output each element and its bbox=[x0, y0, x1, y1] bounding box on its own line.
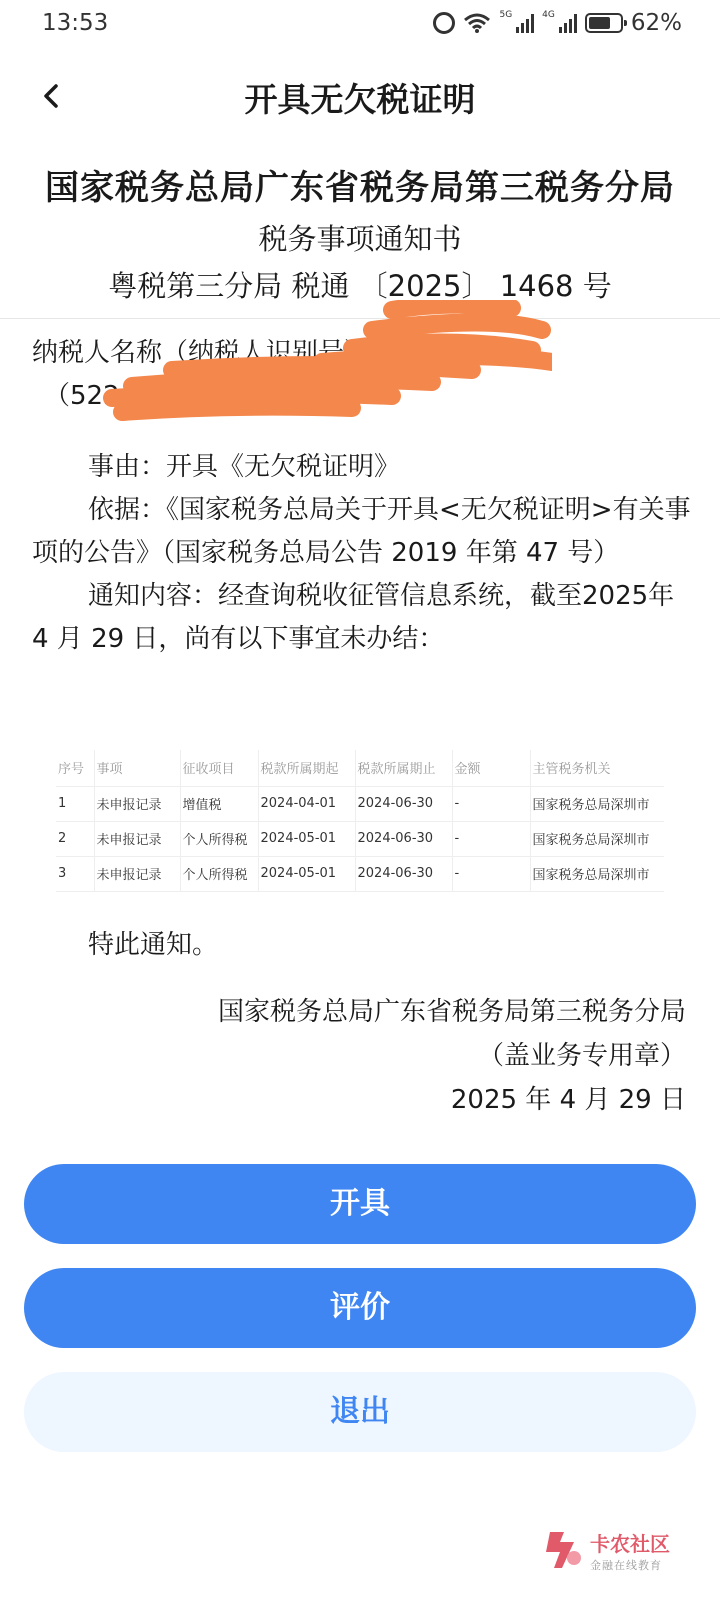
table-cell: 2024-04-01 bbox=[258, 786, 355, 821]
taxpayer-label: 纳税人名称（纳税人识别号）： bbox=[32, 338, 384, 368]
table-cell: - bbox=[452, 786, 530, 821]
table-cell: 国家税务总局深圳市 bbox=[530, 856, 664, 891]
table-header: 金额 bbox=[452, 750, 530, 786]
table-cell: 未申报记录 bbox=[94, 821, 180, 856]
table-cell: 未申报记录 bbox=[94, 786, 180, 821]
table-cell: 个人所得税 bbox=[180, 856, 258, 891]
battery-percent: 62% bbox=[630, 10, 682, 36]
table-cell: 国家税务总局深圳市 bbox=[530, 786, 664, 821]
document-number: 粤税第三分局 税通 〔2025〕 1468 号 bbox=[108, 269, 612, 303]
network-5g-label: 5G bbox=[499, 9, 513, 20]
table-header: 序号 bbox=[56, 750, 94, 786]
watermark bbox=[540, 1524, 700, 1584]
table-header: 税款所属期止 bbox=[355, 750, 452, 786]
pending-items-table bbox=[56, 750, 664, 892]
table-cell: 1 bbox=[56, 786, 94, 821]
status-icons bbox=[433, 10, 682, 36]
taxpayer-id-prefix: （522 bbox=[44, 381, 120, 411]
table-cell: 国家税务总局深圳市 bbox=[530, 821, 664, 856]
table-header: 征收项目 bbox=[180, 750, 258, 786]
alarm-icon bbox=[433, 12, 455, 34]
network-4g-label: 4G bbox=[542, 9, 555, 20]
table-cell: - bbox=[452, 821, 530, 856]
table-row bbox=[56, 786, 664, 821]
page-title: 开具无欠税证明 bbox=[244, 80, 476, 119]
redaction-scribble bbox=[72, 300, 552, 430]
table-row bbox=[56, 821, 664, 856]
signature-date: 2025 年 4 月 29 日 bbox=[450, 1085, 686, 1115]
table-header: 税款所属期起 bbox=[258, 750, 355, 786]
taxpayer-info bbox=[32, 332, 692, 418]
table-header: 主管税务机关 bbox=[530, 750, 664, 786]
table-cell: 3 bbox=[56, 856, 94, 891]
table-cell: 2024-06-30 bbox=[355, 821, 452, 856]
table-cell: 未申报记录 bbox=[94, 856, 180, 891]
document-type: 税务事项通知书 bbox=[258, 222, 462, 256]
table-cell: 增值税 bbox=[180, 786, 258, 821]
table-cell: 2 bbox=[56, 821, 94, 856]
issuing-org: 国家税务总局广东省税务局第三税务分局 bbox=[45, 168, 675, 208]
basis-text: 依据：《国家税务总局关于开具<无欠税证明>有关事项的公告》（国家税务总局公告 2019 年第 47 号） bbox=[32, 495, 691, 568]
table-cell: 2024-05-01 bbox=[258, 821, 355, 856]
watermark-title: 卡农社区 bbox=[590, 1532, 670, 1556]
table-cell: 个人所得税 bbox=[180, 821, 258, 856]
status-time: 13:53 bbox=[42, 10, 109, 36]
table-header-row bbox=[56, 750, 664, 786]
title-bar bbox=[0, 60, 720, 132]
table-cell: 2024-05-01 bbox=[258, 856, 355, 891]
signal-icon bbox=[516, 13, 534, 33]
signal-icon bbox=[559, 13, 577, 33]
reason-text: 事由：开具《无欠税证明》 bbox=[88, 452, 401, 482]
content-text: 通知内容：经查询税收征管信息系统，截至2025年 4 月 29 日，尚有以下事宜未办结： bbox=[32, 581, 675, 654]
signature-seal: （盖业务专用章） bbox=[477, 1041, 686, 1071]
battery-icon bbox=[585, 13, 623, 33]
table-cell: 2024-06-30 bbox=[355, 856, 452, 891]
notice-end-text: 特此通知。 bbox=[88, 930, 219, 960]
watermark-logo-icon bbox=[540, 1528, 584, 1572]
status-bar bbox=[0, 0, 720, 48]
table-row bbox=[56, 856, 664, 891]
signature-org: 国家税务总局广东省税务局第三税务分局 bbox=[217, 997, 686, 1027]
rate-button[interactable]: 评价 bbox=[24, 1268, 696, 1348]
watermark-subtitle: 金融在线教育 bbox=[590, 1559, 662, 1572]
table-cell: - bbox=[452, 856, 530, 891]
wifi-icon bbox=[463, 12, 491, 34]
signature-block bbox=[218, 990, 686, 1122]
table-cell: 2024-06-30 bbox=[355, 786, 452, 821]
exit-button[interactable]: 退出 bbox=[24, 1372, 696, 1452]
taxpayer-id-suffix: ） bbox=[349, 381, 376, 411]
table-header: 事项 bbox=[94, 750, 180, 786]
document-header bbox=[0, 160, 720, 305]
issue-button[interactable]: 开具 bbox=[24, 1164, 696, 1244]
document-body bbox=[32, 332, 692, 661]
